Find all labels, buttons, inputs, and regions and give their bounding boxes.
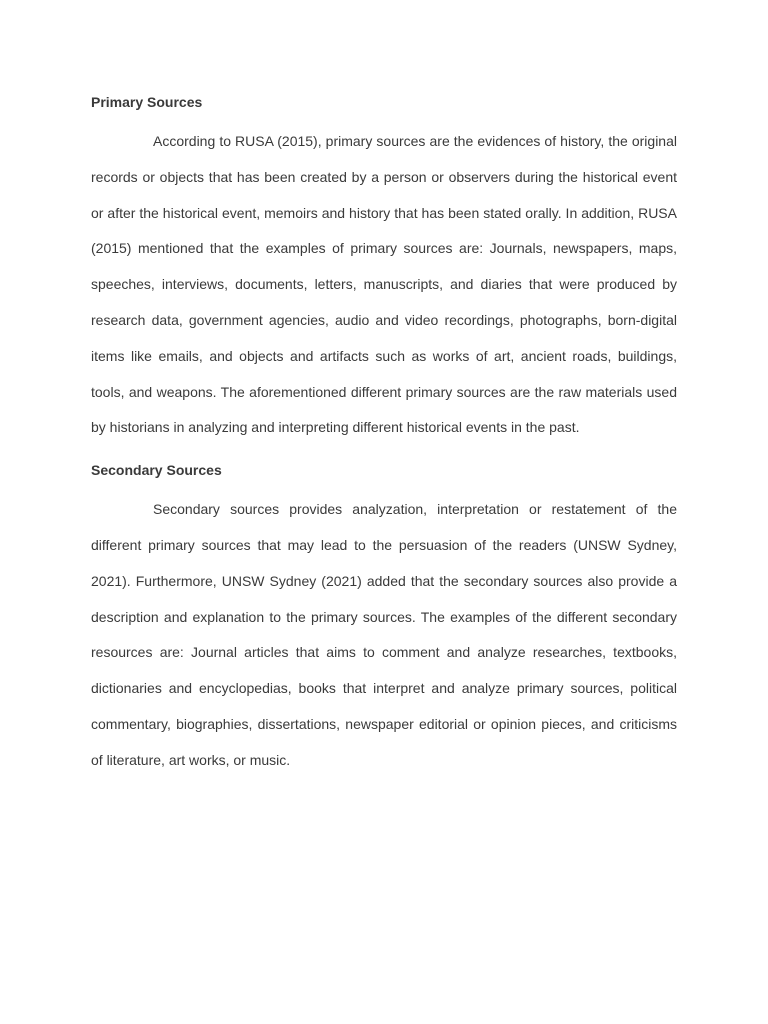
paragraph-primary-sources: According to RUSA (2015), primary sources are the evidences of history, the original records or objects that has been created by a person or observers during the historical event or after the historical event, memoirs and history that has been stated orally. In addition, RUSA (2015) mentioned that the examples of primary sources are: Journals, newspapers, maps, speeches, interviews, documents, letters, manuscripts, and diaries that were produced by research data, government agencies, audio and video recordings, photographs, born-digital items like emails, and objects and artifacts such as works of art, ancient roads, buildings, tools, and weapons. The aforementioned different primary sources are the raw materials used by historians in analyzing and interpreting different historical events in the past. xyxy=(91,133,677,436)
document-body xyxy=(91,88,677,779)
paragraph-secondary-sources: Secondary sources provides analyzation, interpretation or restatement of the different primary sources that may lead to the persuasion of the readers (UNSW Sydney, 2021). Furthermore, UNSW Sydney (2021) added that the secondary sources also provide a description and explanation to the primary sources. The examples of the different secondary resources are: Journal articles that aims to comment and analyze researches, textbooks, dictionaries and encyclopedias, books that interpret and analyze primary sources, political commentary, biographies, dissertations, newspaper editorial or opinion pieces, and criticisms of literature, art works, or music. xyxy=(91,501,677,768)
section-heading-primary-sources: Primary Sources xyxy=(91,94,203,110)
section-heading-secondary-sources: Secondary Sources xyxy=(91,462,222,479)
